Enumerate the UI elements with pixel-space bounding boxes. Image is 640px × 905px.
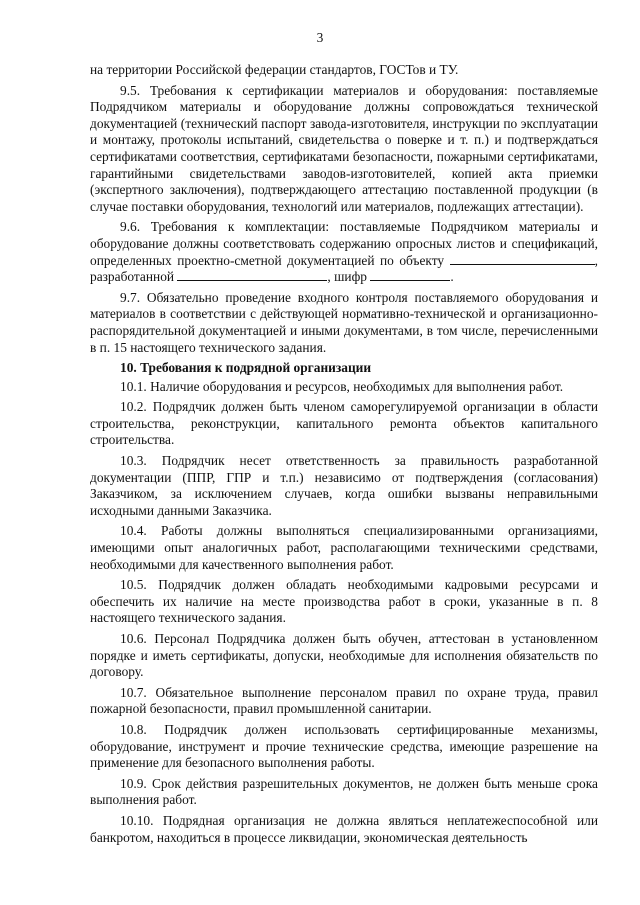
paragraph-9-6-text: 9.6. Требования к комплектации: поставляемые Подрядчиком материалы и оборудование должны соответствовать содержанию опросных листов и спецификаций, определенных проектно-сметной документацией по объекту (90, 219, 598, 268)
paragraph-9-6-cipher: шифр (334, 269, 367, 285)
paragraph-continuation: на территории Российской федерации стандартов, ГОСТов и ТУ. (90, 62, 459, 77)
paragraph-10-6: 10.6. Персонал Подрядчика должен быть обучен, аттестован в установленном порядке и иметь сертификаты, допуски, необходимые для исполнения обязательств по договору. (90, 631, 598, 680)
paragraph-10-5: 10.5. Подрядчик должен обладать необходимыми кадровыми ресурсами и обеспечить их наличие на месте производства работ в сроки, указанные в п. 8 настоящего технического задания. (90, 577, 598, 626)
blank-line (450, 264, 595, 265)
blank-line (177, 280, 327, 281)
paragraph-9-5: 9.5. Требования к сертификации материалов и оборудования: поставляемые Подрядчиком материалы и оборудование должны сопровождаться технической документацией (технический паспорт завода-изготовителя, инструкции по эксплуатации и монтажу, протоколы испытаний, свидетельства о поверке и т. п.) и подтверждаться сертификатами соответствия, сертификатами безопасности, пожарными сертификатами, гарантийными свидетельствами заводов-изготовителей, копией акта приемки (экспертного заключения), подтверждающего аттестацию поставленной продукции (в случае поставки оборудования, технологий или материалов, подлежащих аттестации). (90, 82, 598, 214)
paragraph-10-7: 10.7. Обязательное выполнение персоналом правил по охране труда, правил пожарной безопасности, правил промышленной санитарии. (90, 684, 598, 717)
paragraph-10-8: 10.8. Подрядчик должен использовать сертифицированные механизмы, оборудование, инструмент и прочие технические средства, имеющие разрешение на применение для безопасного выполнения работы. (90, 721, 598, 771)
blank-line (370, 280, 450, 281)
paragraph-10-3: 10.3. Подрядчик несет ответственность за правильность разработанной документации (ППР, ГПР и т.п.) независимо от подтверждения (согласования) Заказчиком, за исключением случаев, когда ошибки вызваны неправильными исходными данными Заказчика. (90, 453, 598, 518)
section-heading-10: 10. Требования к подрядной организации (120, 360, 372, 376)
paragraph-9-7: 9.7. Обязательно проведение входного контроля поставляемого оборудования и материалов в соответствии с действующей нормативно-технической и организационно-распорядительной документацией и иными документами, в том числе, перечисленными в п. 15 настоящего технического задания. (90, 289, 598, 355)
paragraph-10-10: 10.10. Подрядная организация не должна являться неплатежеспособной или банкротом, находиться в процессе ликвидации, экономическая деятельность (90, 812, 598, 845)
page-number: 3 (316, 30, 324, 45)
paragraph-10-4: 10.4. Работы должны выполняться специализированными организациями, имеющими опыт аналогичных работ, располагающими техническими средствами, необходимыми для качественного выполнения работ. (90, 523, 598, 572)
paragraph-9-6-developed: разработанной (90, 269, 175, 285)
paragraph-10-1: 10.1. Наличие оборудования и ресурсов, необходимых для выполнения работ. (120, 378, 564, 394)
paragraph-10-9: 10.9. Срок действия разрешительных документов, не должен быть меньше срока выполнения работ. (90, 775, 598, 808)
paragraph-10-2: 10.2. Подрядчик должен быть членом саморегулируемой организации в области строительства, реконструкции, капитального ремонта объектов капитального строительства. (90, 399, 598, 448)
document-body (90, 62, 598, 850)
paragraph-9-6: 9.6. Требования к комплектации: поставляемые Подрядчиком материалы и оборудование должны соответствовать содержанию опросных листов и спецификаций, определенных проектно-сметной документацией по объекту , разработанной , шифр . (90, 219, 598, 285)
